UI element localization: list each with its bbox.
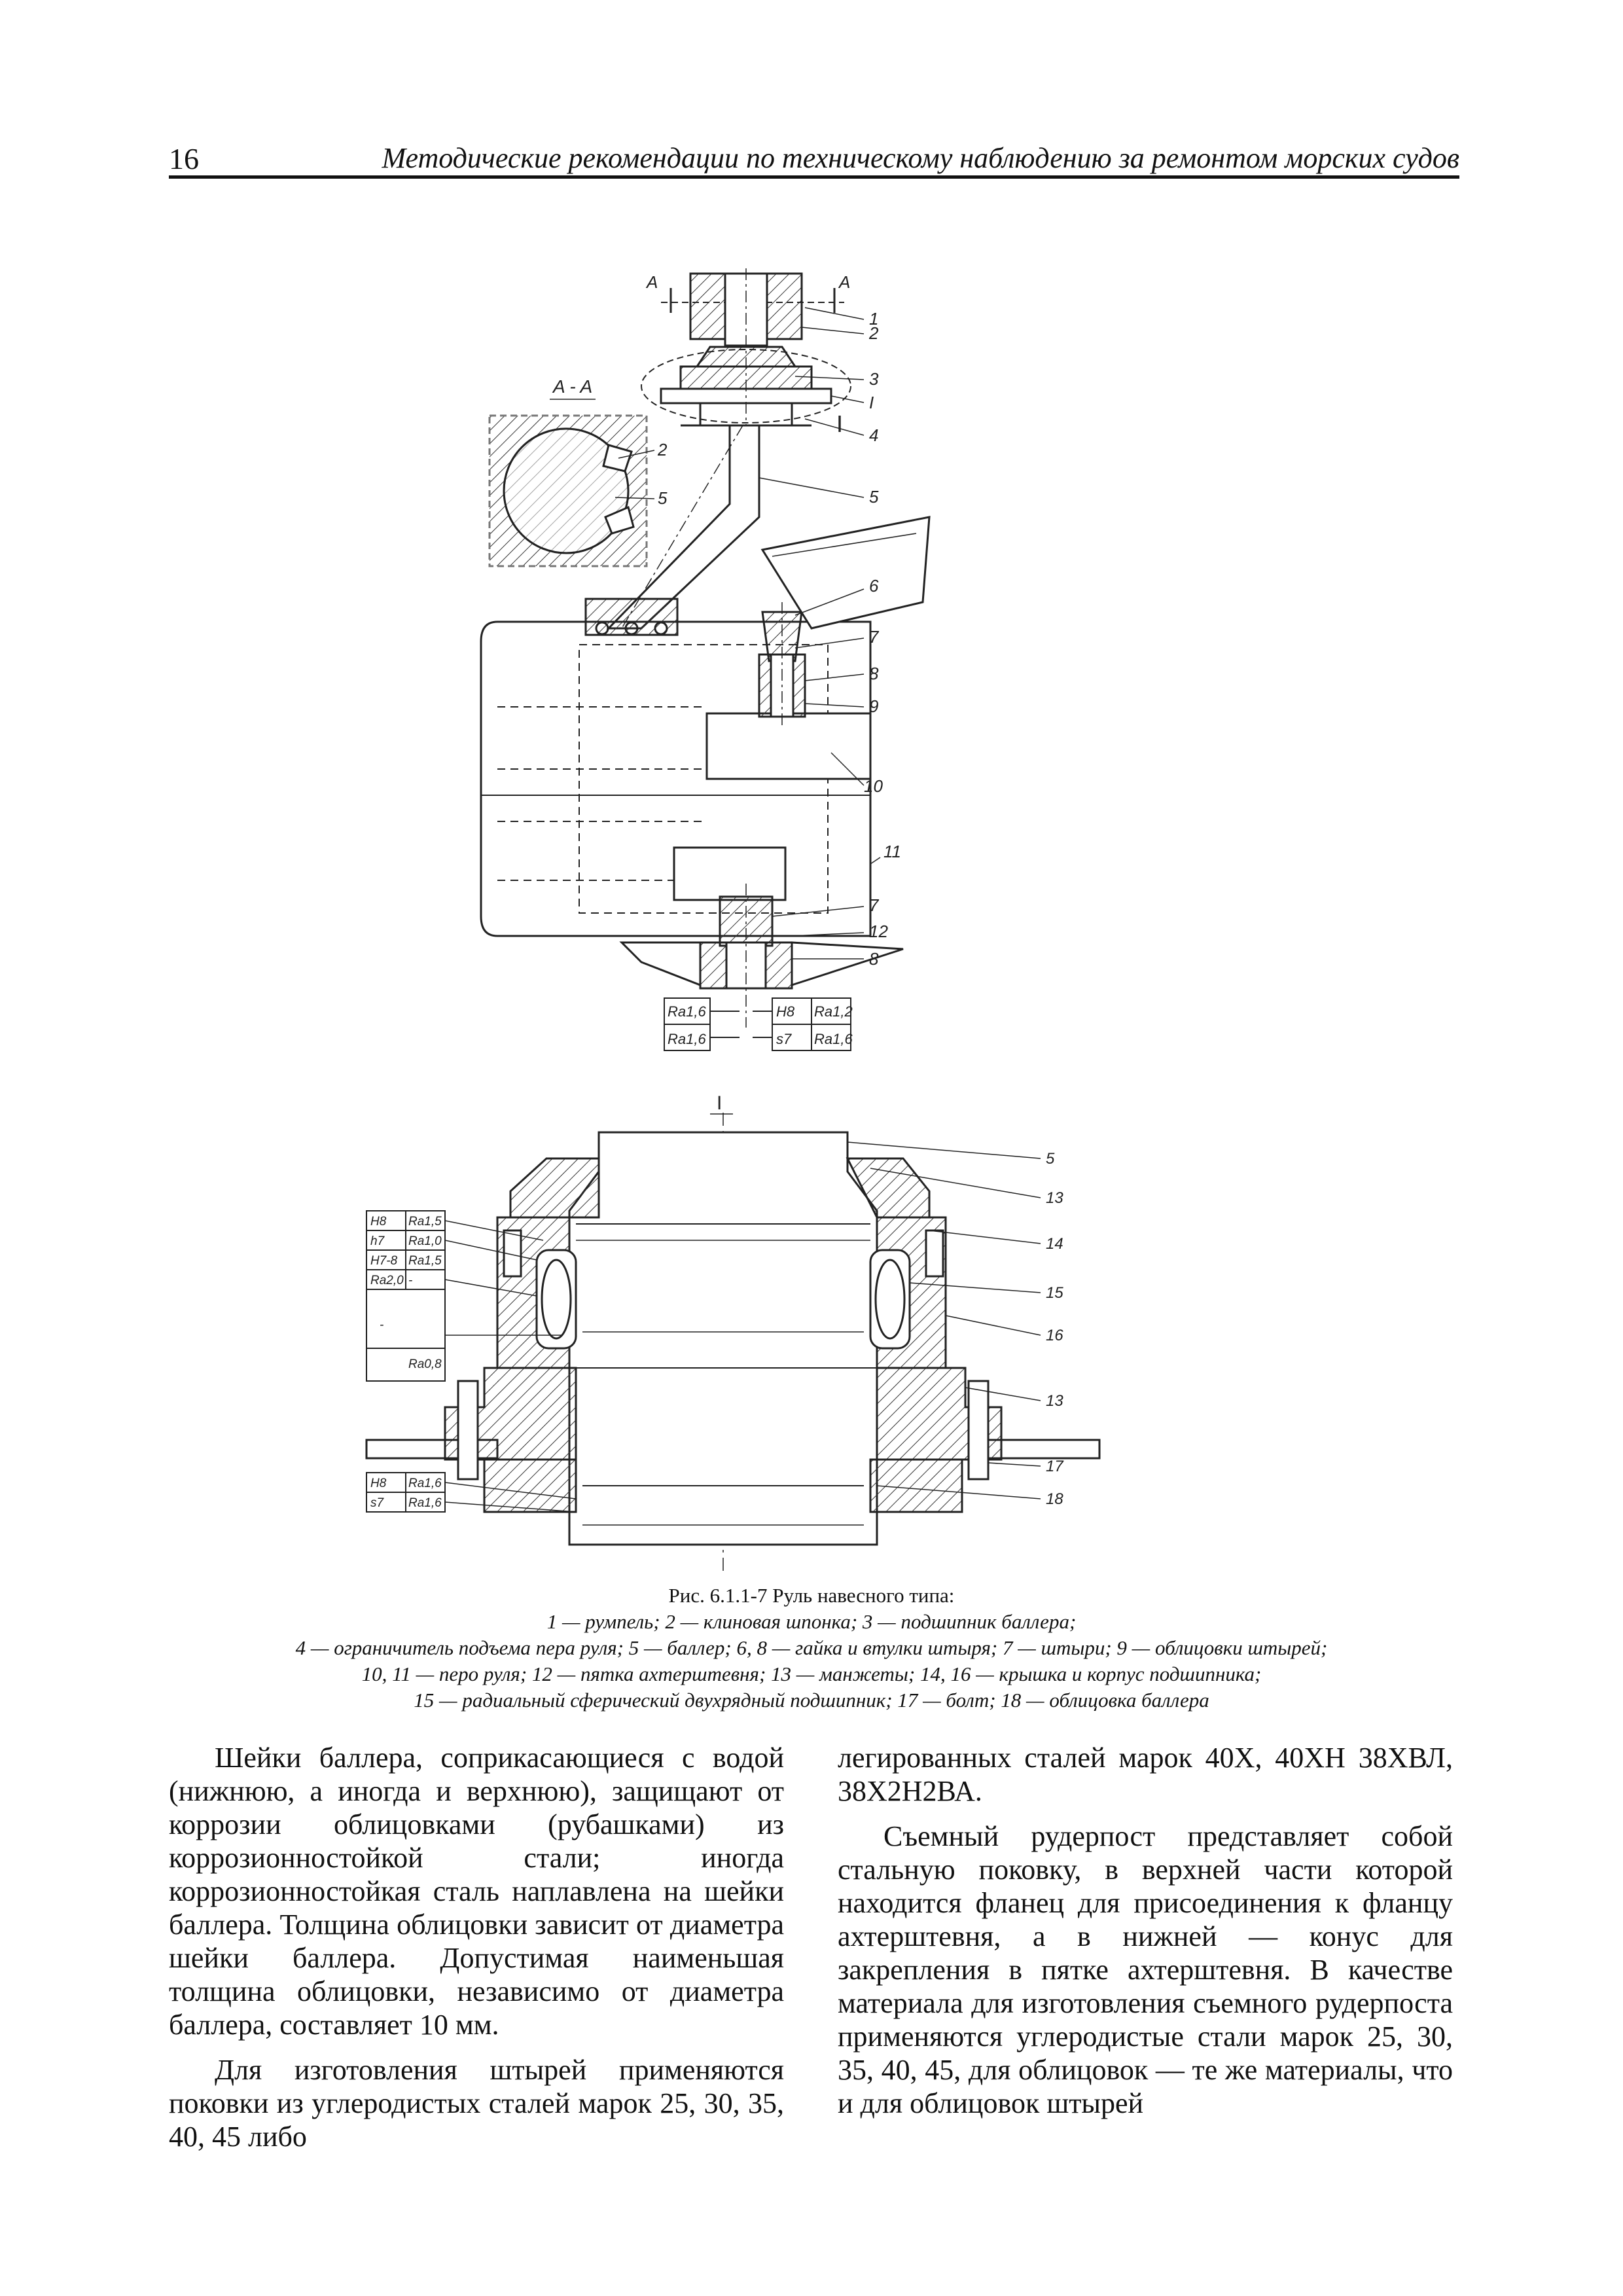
callout-8-lower: 8 [869,949,879,969]
callout-2: 2 [869,323,879,343]
tol-detail-bottom-2a: s7 [370,1496,384,1510]
callout-10: 10 [864,776,883,796]
caption-line: 15 — радиальный сферический двухрядный подшипник; 17 — болт; 18 — облицовка баллера [414,1689,1209,1712]
tol-detail-3a: H7-8 [370,1254,398,1268]
callout-7-lower: 7 [869,895,879,915]
callout-3: 3 [869,369,879,389]
callout-7: 7 [869,627,879,647]
figure-caption [216,1583,1407,1713]
caption-title: Рис. 6.1.1-7 Руль навесного типа: [668,1584,955,1607]
section-mark-left: A [647,272,658,292]
detail-callout-17: 17 [1046,1458,1063,1475]
callout-4: 4 [869,425,879,445]
tol-detail-bottom-2b: Ra1,6 [408,1496,442,1510]
caption-line: 1 — румпель; 2 — клиновая шпонка; 3 — подшипник баллера; [546,1610,1077,1633]
tol-top-left-1: Ra1,6 [668,1003,706,1020]
callout-8: 8 [869,664,879,683]
section-callout-2: 2 [658,440,668,459]
tol-detail-5b: Ra0,8 [408,1357,442,1371]
tol-detail-2b: Ra1,0 [408,1234,442,1248]
callout-11: 11 [883,842,901,861]
detail-mark-i: I [836,410,844,437]
tol-detail-1b: Ra1,5 [408,1215,442,1229]
detail-callouts [1046,1150,1064,1508]
section-a-a-view [490,376,668,566]
tol-top-right-2b: Ra1,6 [814,1031,853,1047]
paragraph: Съемный рудерпост представляет собой стальную поковку, в верхней части которой находится фланец для присоединения к фланцу ахтерштевня, а в нижней — конус для закрепления в пятке ахтерштевня. В качестве материала для изготовления съемного рудерпоста применяются углеродистые стали марок 25, 30, 35, 40, 45, для облицовок — те же материалы, что и для облицовок штырей [838,1820,1453,2119]
tol-detail-2a: h7 [370,1234,385,1248]
section-mark-right: A [839,272,851,292]
paragraph: легированных сталей марок 40Х, 40ХН 38ХВЛ, 38Х2Н2ВА. [838,1742,1453,1807]
callout-detail-i-small: I [869,393,874,412]
tol-top-left-2: Ra1,6 [668,1031,706,1047]
callout-9: 9 [869,696,879,716]
page-number: 16 [169,142,199,175]
callout-1: 1 [869,309,879,329]
tol-detail-3b: Ra1,5 [408,1254,442,1268]
rudder-assembly-view [481,268,929,1028]
detail-callout-15: 15 [1046,1284,1063,1302]
tol-detail-4b: - [408,1274,413,1287]
tol-detail-4a: Ra2,0 [370,1274,404,1287]
callout-12: 12 [869,922,888,941]
running-head: Методические рекомендации по техническому наблюдению за ремонтом морских судов [382,142,1459,174]
detail-callout-14: 14 [1046,1235,1063,1253]
tol-detail-5a: - [380,1318,384,1332]
tol-detail-bottom-1b: Ra1,6 [408,1477,442,1490]
tol-top-right-1a: H8 [776,1003,795,1020]
caption-line: 10, 11 — перо руля; 12 — пятка ахтерштевня; 13 — манжеты; 14, 16 — крышка и корпус подшипника; [361,1662,1262,1685]
detail-callout-13-lower: 13 [1046,1392,1063,1410]
bearing-detail-view [366,1092,1099,1571]
paragraph: Для изготовления штырей применяются поковки из углеродистых сталей марок 25, 30, 35, 40, 45 либо [169,2054,784,2153]
detail-callout-16: 16 [1046,1327,1063,1344]
detail-callout-5: 5 [1046,1150,1055,1168]
section-callout-5: 5 [658,488,668,508]
callout-5: 5 [869,487,879,507]
body-column-left [169,1741,784,2165]
section-label: A - A [553,376,593,397]
body-column-right [838,1741,1453,2132]
caption-line: 4 — ограничитель подъема пера руля; 5 — баллер; 6, 8 — гайка и втулки штыря; 7 — штыри; 9 — облицовки штырей; [295,1636,1328,1659]
tol-top-right-2a: s7 [776,1031,792,1047]
detail-title-i: I [717,1092,722,1114]
paragraph: Шейки баллера, соприкасающиеся с водой (нижнюю, а иногда и верхнюю), защищают от коррозии облицовками (рубашками) из коррозионностойкой стали; иногда коррозионностойкая сталь наплавлена на шейки баллера. Толщина облицовки зависит от диаметра шейки баллера. Допустимая наименьшая толщина облицовки, независимо от диаметра баллера, составляет 10 мм. [169,1742,784,2041]
callout-6: 6 [869,576,879,596]
detail-callout-13: 13 [1046,1189,1063,1207]
tol-detail-1a: H8 [370,1215,387,1229]
assembly-callouts [836,309,901,969]
detail-callout-18: 18 [1046,1490,1063,1508]
tol-top-right-1b: Ra1,2 [814,1003,853,1020]
tol-detail-bottom-1a: H8 [370,1477,387,1490]
